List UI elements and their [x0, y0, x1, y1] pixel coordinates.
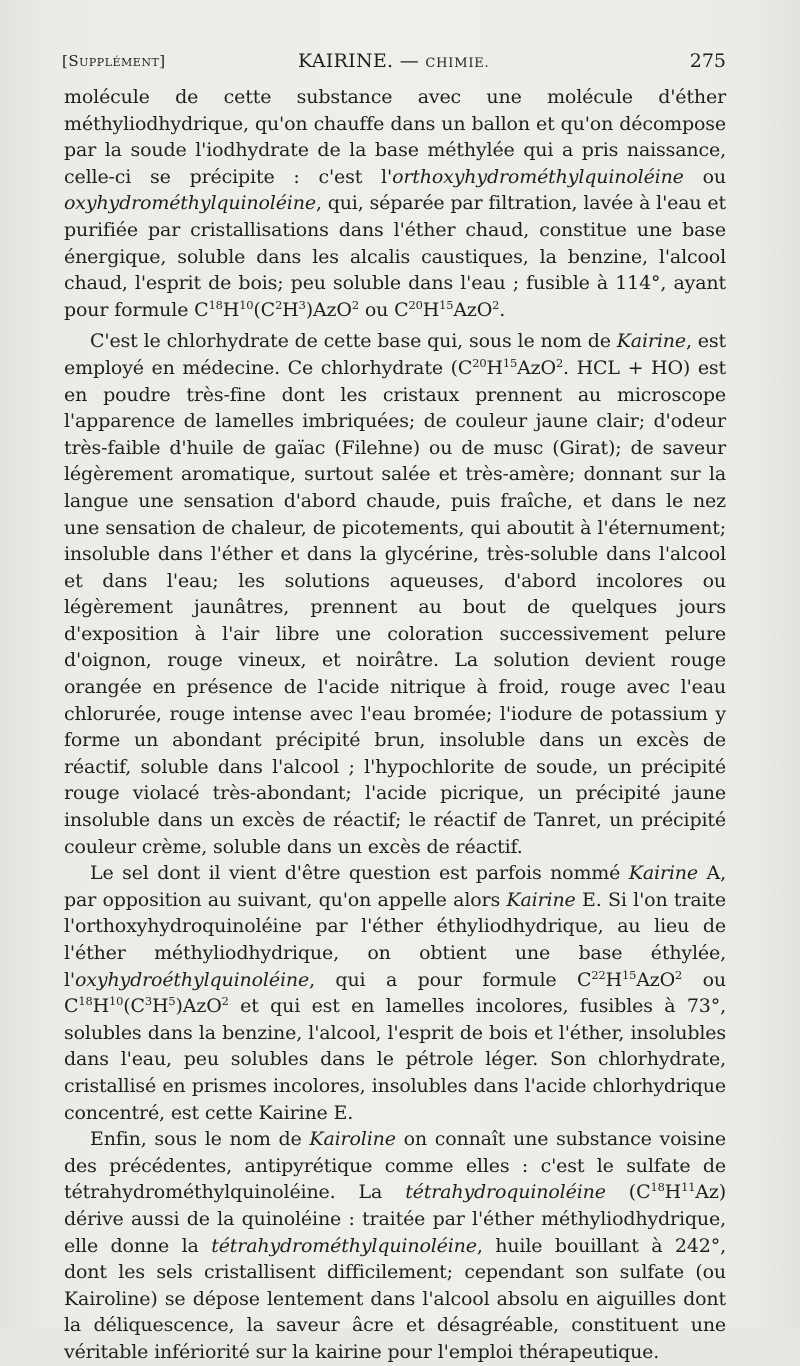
text-run: ou [683, 165, 726, 188]
text-run: Enfin, sous le nom de [90, 1128, 310, 1151]
italic-term: Kairine [628, 862, 698, 885]
paragraph-2 [64, 328, 726, 860]
formula-index: 15 [621, 967, 637, 982]
formula-index: 2 [675, 967, 683, 982]
text-run: H [222, 298, 240, 321]
page-number: 275 [689, 50, 726, 72]
text-run: (C [605, 1181, 651, 1204]
formula-index: 2 [492, 297, 500, 312]
text-run: (C [123, 995, 145, 1018]
formula-index: 11 [681, 1180, 696, 1195]
text-run: et qui est en lamelles incolores, fusibles à 73°, solubles dans la benzine, l'alcool, l'esprit de bois et l'éther, insolubles dans l'eau, peu solubles dans le pétrole léger. Son chlorhydrate, cristallisé en prismes incolores, insolubles dans l'acide chlorhydrique concentré, est cette Kairine E. [64, 995, 726, 1124]
text-run: H [151, 995, 169, 1018]
header-title-main: KAIRINE. — [298, 50, 426, 72]
text-run: ou C [64, 968, 727, 1018]
text-run: A, par opposition au suivant, qu'on appelle alors [64, 862, 726, 911]
formula-index: 18 [208, 297, 223, 312]
text-run: C'est le chlorhydrate de cette base qui, sous le nom de [90, 330, 617, 353]
formula-index: 20 [472, 356, 487, 371]
text-run: H [92, 995, 110, 1018]
text-run: AzO [517, 356, 556, 379]
paragraph-1 [64, 84, 726, 323]
text-run: H [422, 298, 440, 321]
text-run: AzO [453, 298, 493, 321]
paragraph-3 [64, 860, 726, 1126]
text-run: )AzO [305, 298, 352, 321]
body-text [64, 84, 726, 1366]
formula-index: 10 [109, 994, 124, 1009]
formula-index: 2 [275, 297, 283, 312]
formula-index: 2 [555, 356, 564, 371]
header-title [298, 46, 489, 79]
paragraph-4 [64, 1126, 726, 1365]
text-run: , qui, séparée par filtration, lavée à l'eau et purifiée par cristallisations dans l'éther chaud, constitue une base énergique, soluble dans les alcalis caustiques, la benzine, l'alcool chaud, l'esprit de bois; peu soluble dans l'eau ; fusible à 114°, ayant pour formule C [64, 192, 726, 321]
text-run: H [605, 968, 622, 991]
italic-term: Kairoline [309, 1128, 396, 1151]
text-run: H [486, 356, 503, 379]
text-run: Le sel dont il vient d'être question est parfois nommé [90, 862, 629, 885]
text-run: H [664, 1181, 682, 1204]
formula-index: 18 [78, 994, 93, 1009]
formula-index: 2 [221, 994, 229, 1009]
text-run: E. Si l'on traite l'orthoxyhydroquinoléine par l'éther éthyliodhydrique, au lieu de l'éther méthyliodhydrique, on obtient une base éthylée, l' [64, 888, 727, 991]
text-run: H [282, 298, 299, 321]
text-run: )AzO [175, 995, 222, 1018]
formula-index: 20 [408, 297, 423, 312]
text-run: AzO [636, 968, 676, 991]
formula-index: 2 [351, 297, 359, 312]
italic-term: orthoxyhydrométhylquinoléine [392, 165, 684, 188]
text-run: molécule de cette substance avec une molécule d'éther méthyliodhydrique, qu'on chauffe dans un ballon et qu'on décompose par la soude l'iodhydrate de la base méthylée qui a pris naissance, celle-ci se précipite : c'est l' [64, 86, 726, 188]
formula-index: 3 [298, 297, 306, 312]
formula-index: 18 [650, 1180, 665, 1195]
text-run: . [499, 298, 506, 321]
italic-term: tétrahydrométhylquinoléine [211, 1234, 477, 1257]
italic-term: Kairine [616, 330, 686, 353]
italic-term: Kairine [506, 888, 576, 911]
text-run: Az) dérive aussi de la quinoléine : traitée par l'éther méthyliodhydrique, elle donne la [64, 1181, 726, 1257]
italic-term: oxyhydrométhylquinoléine [64, 192, 316, 215]
text-run: ou C [358, 298, 409, 321]
section-label: [Supplément] [62, 52, 166, 70]
formula-index: 15 [502, 356, 518, 371]
italic-term: oxyhydroéthylquinoléine [75, 968, 310, 991]
text-run: , qui a pour formule C [309, 968, 592, 991]
formula-index: 10 [239, 297, 254, 312]
text-run: . HCL + HO) est en poudre très-fine dont les cristaux prennent au microscope l'apparence de lamelles imbriquées; de couleur jaune clair; d'odeur très-faible d'huile de gaïac (Filehne) ou de musc (Girat); de saveur légèrement aromatique, surtout salée et très-amère; donnant sur la langue une sensation d'abord chaude, puis fraîche, et dans le nez une sensation de chaleur, de picotements, qui aboutit à l'éternument; insoluble dans l'éther et dans la glycérine, très-soluble dans l'alcool et dans l'eau; les solutions aqueuses, d'abord incolores ou légèrement jaunâtres, prennent au bout de quelques jours d'exposition à l'air libre une coloration successivement pelure d'oignon, rouge vineux, et noirâtre. La solution devient rouge orangée en présence de l'acide nitrique à froid, rouge avec l'eau chlorurée, rouge intense avec l'eau bromée; l'iodure de potassium y forme un abondant précipité brun, insoluble dans un excès de réactif, soluble dans l'alcool ; l'hypochlorite de soude, un précipité rouge violacé très-abondant; l'acide picrique, un précipité jaune insoluble dans un excès de réactif; le réactif de Tanret, un précipité couleur crème, soluble dans un excès de réactif. [64, 356, 726, 858]
formula-index: 15 [439, 297, 454, 312]
text-run: , est employé en médecine. Ce chlorhydrate (C [64, 330, 726, 379]
italic-term: tétrahydroquinoléine [405, 1181, 606, 1204]
header-subtitle: CHIMIE. [425, 56, 490, 71]
formula-index: 3 [144, 994, 152, 1009]
formula-index: 5 [168, 994, 176, 1009]
text-run: (C [253, 298, 276, 321]
text-run: , huile bouillant à 242°, dont les sels cristallisent difficilement; cependant son sulfate (ou Kairoline) se dépose lentement dans l'alcool absolu en aiguilles dont la déliquescence, la saveur âcre et désagréable, constituent une véritable infériorité sur la kairine pour l'emploi thérapeutique. [64, 1234, 726, 1363]
formula-index: 22 [591, 967, 606, 982]
text-run: on connaît une substance voisine des précédentes, antipyrétique comme elles : c'est le sulfate de tétrahydrométhylquinoléine. La [64, 1128, 726, 1204]
running-header [62, 46, 726, 76]
